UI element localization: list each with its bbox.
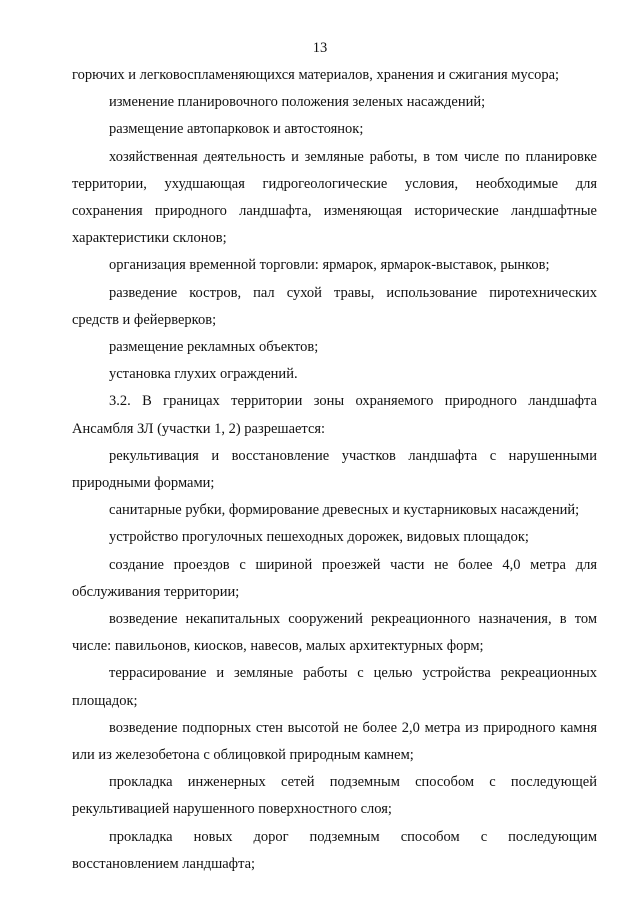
paragraph: прокладка инженерных сетей подземным способом с последующей рекультивацией нарушенного поверхностного слоя; xyxy=(72,774,597,818)
paragraph: хозяйственная деятельность и земляные работы, в том числе по планировке территории, ухудшающая гидрогеологические условия, необходимые для сохранения природного ландшафта, изменяющая исторические ландшафтные характеристики склонов; xyxy=(72,148,597,247)
paragraph: возведение подпорных стен высотой не более 2,0 метра из природного камня или из железобетона с облицовкой природным камнем; xyxy=(72,719,597,764)
paragraph: организация временной торговли: ярмарок, ярмарок-выставок, рынков; xyxy=(109,257,550,274)
page-number: 13 xyxy=(312,40,328,56)
paragraph: прокладка новых дорог подземным способом с последующим восстановлением ландшафта; xyxy=(72,828,597,872)
paragraph: размещение автопарковок и автостоянок; xyxy=(109,121,364,138)
paragraph: создание проездов с шириной проезжей части не более 4,0 метра для обслуживания территории; xyxy=(72,556,597,600)
paragraph-continuation: горючих и легковоспламеняющихся материалов, хранения и сжигания мусора; xyxy=(72,67,560,83)
paragraph: санитарные рубки, формирование древесных и кустарниковых насаждений; xyxy=(109,502,580,519)
paragraph: установка глухих ограждений. xyxy=(109,366,298,383)
paragraph: рекультивация и восстановление участков ландшафта с нарушенными природными формами; xyxy=(72,447,597,492)
paragraph: устройство прогулочных пешеходных дорожек, видовых площадок; xyxy=(109,529,529,546)
paragraph: изменение планировочного положения зеленых насаждений; xyxy=(109,94,486,111)
paragraph: возведение некапитальных сооружений рекреационного назначения, в том числе: павильонов, киосков, навесов, малых архитектурных форм; xyxy=(72,611,597,655)
paragraph: разведение костров, пал сухой травы, использование пиротехнических средств и фейерверков; xyxy=(72,284,597,328)
paragraph: размещение рекламных объектов; xyxy=(109,339,319,356)
paragraph: террасирование и земляные работы с целью устройства рекреационных площадок; xyxy=(72,665,597,709)
section-paragraph: 3.2. В границах территории зоны охраняемого природного ландшафта Ансамбля ЗЛ (участки 1, 2) разрешается: xyxy=(72,393,597,437)
document-body xyxy=(72,62,597,878)
